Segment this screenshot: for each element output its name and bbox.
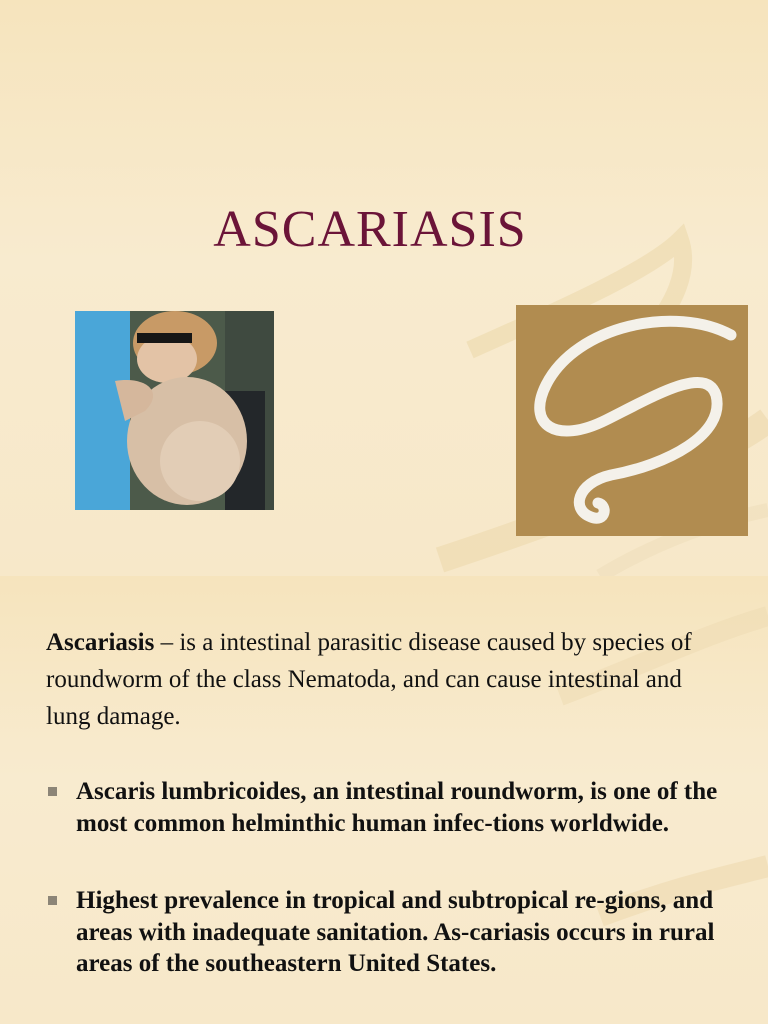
bullet-item: [46, 776, 736, 839]
intro-term: Ascariasis: [46, 629, 155, 656]
square-bullet-icon: [48, 896, 57, 905]
slide-title-text: ASCARIASIS: [213, 201, 527, 258]
intro-paragraph: [46, 624, 726, 735]
child-with-swollen-abdomen-photo: [75, 311, 274, 510]
child-photo-graphic: [75, 311, 274, 510]
bullet-list: [46, 776, 736, 1024]
intro-text: – is a intestinal parasitic disease caused by species of roundworm of the class Nematoda, and can cause intestinal and lung damage.: [46, 629, 692, 730]
square-bullet-icon: [48, 787, 57, 796]
roundworm-photo: [516, 305, 748, 536]
roundworm-graphic: [516, 305, 748, 536]
bullet-text: Highest prevalence in tropical and subtropical re-gions, and areas with inadequate sanitation. As-cariasis occurs in rural areas of the southeastern United States.: [76, 887, 715, 977]
bullet-item: [46, 885, 736, 980]
slide-content: [0, 576, 768, 1024]
bullet-text: Ascaris lumbricoides, an intestinal roundworm, is one of the most common helminthic human infec-tions worldwide.: [76, 778, 718, 837]
